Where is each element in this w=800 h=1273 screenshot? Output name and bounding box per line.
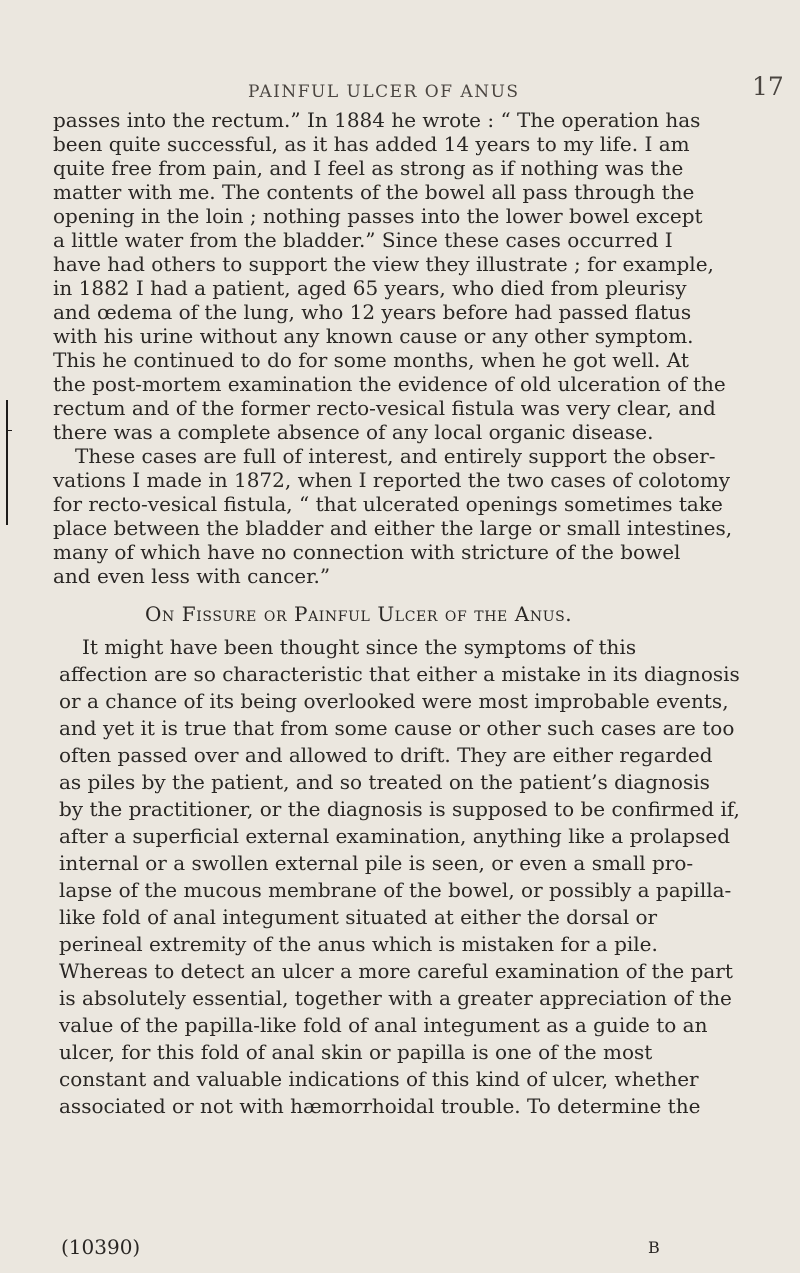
text-line: there was a complete absence of any local organic disease. (53, 420, 654, 444)
text-line: and yet it is true that from some cause or other such cases are too (59, 716, 735, 740)
margin-bracket-tick (8, 430, 12, 431)
section-heading: On Fissure or Painful Ulcer of the Anus. (145, 602, 573, 626)
text-line: rectum and of the former recto-vesical fistula was very clear, and (53, 396, 716, 420)
margin-bracket (6, 400, 8, 525)
text-line: Whereas to detect an ulcer a more careful examination of the part (59, 959, 733, 983)
text-line: quite free from pain, and I feel as strong as if nothing was the (53, 156, 684, 180)
signature-mark: B (648, 1238, 660, 1257)
text-line: by the practitioner, or the diagnosis is supposed to be confirmed if, (59, 797, 740, 821)
text-line: It might have been thought since the symptoms of this (82, 635, 637, 659)
text-line: place between the bladder and either the large or small intestines, (53, 516, 733, 540)
text-line: value of the papilla-like fold of anal integument as a guide to an (59, 1013, 708, 1037)
text-line: This he continued to do for some months, when he got well. At (53, 348, 689, 372)
text-line: perineal extremity of the anus which is mistaken for a pile. (59, 932, 658, 956)
text-line: often passed over and allowed to drift. They are either regarded (59, 743, 713, 767)
text-line: the post-mortem examination the evidence of old ulceration of the (53, 372, 726, 396)
text-line: internal or a swollen external pile is seen, or even a small pro- (59, 851, 694, 875)
text-line: for recto-vesical fistula, “ that ulcerated openings sometimes take (53, 492, 723, 516)
text-line: constant and valuable indications of this kind of ulcer, whether (59, 1067, 699, 1091)
text-line: matter with me. The contents of the bowel all pass through the (53, 180, 695, 204)
text-line: been quite successful, as it has added 14 years to my life. I am (53, 132, 690, 156)
text-line: vations I made in 1872, when I reported the two cases of colotomy (53, 468, 731, 492)
text-line: lapse of the mucous membrane of the bowel, or possibly a papilla- (59, 878, 732, 902)
text-line: a little water from the bladder.” Since these cases occurred I (53, 228, 673, 252)
text-line: ulcer, for this fold of anal skin or papilla is one of the most (59, 1040, 653, 1064)
text-line: in 1882 I had a patient, aged 65 years, who died from pleurisy (53, 276, 687, 300)
text-line: with his urine without any known cause or any other symptom. (53, 324, 694, 348)
print-code: (10390) (61, 1235, 141, 1259)
text-line: affection are so characteristic that either a mistake in its diagnosis (59, 662, 740, 686)
text-line: many of which have no connection with stricture of the bowel (53, 540, 681, 564)
text-line: opening in the loin ; nothing passes into the lower bowel except (53, 204, 703, 228)
text-line: or a chance of its being overlooked were most improbable events, (59, 689, 729, 713)
text-line: associated or not with hæmorrhoidal trouble. To determine the (59, 1094, 701, 1118)
text-line: like fold of anal integument situated at either the dorsal or (59, 905, 658, 929)
text-line: and œdema of the lung, who 12 years before had passed flatus (53, 300, 692, 324)
text-line: have had others to support the view they illustrate ; for example, (53, 252, 714, 276)
text-line: and even less with cancer.” (53, 564, 331, 588)
text-line: These cases are full of interest, and entirely support the obser- (75, 444, 716, 468)
text-line: as piles by the patient, and so treated on the patient’s diagnosis (59, 770, 710, 794)
text-line: after a superficial external examination, anything like a prolapsed (59, 824, 731, 848)
page-number: 17 (752, 72, 784, 101)
running-title: PAINFUL ULCER OF ANUS (248, 82, 520, 102)
text-line: is absolutely essential, together with a greater appreciation of the (59, 986, 732, 1010)
text-line: passes into the rectum.” In 1884 he wrote : “ The operation has (53, 108, 701, 132)
